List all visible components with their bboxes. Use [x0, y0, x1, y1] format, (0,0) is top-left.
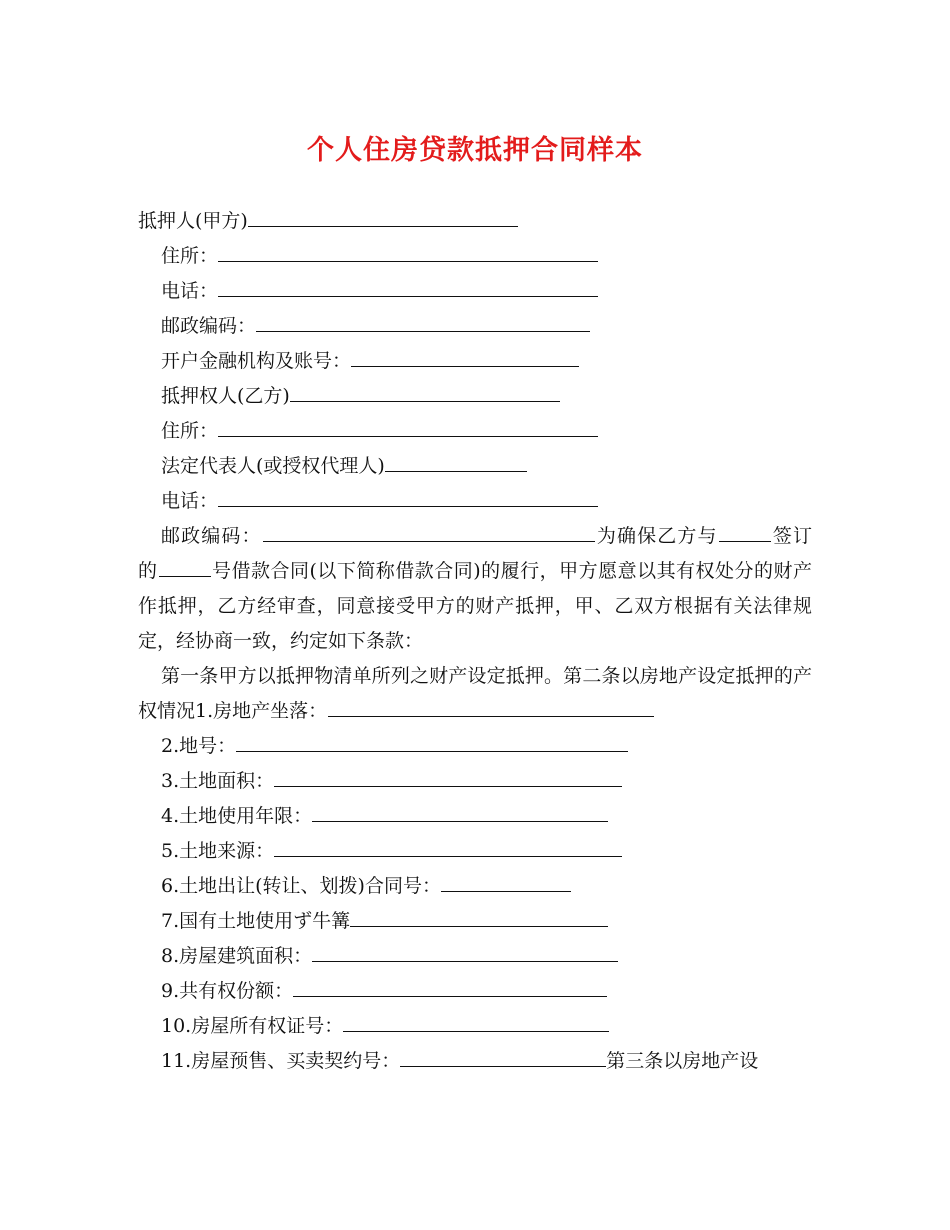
party-a-bank-line	[138, 344, 812, 379]
party-a-phone-label: 电话：	[161, 280, 219, 302]
item-label: 8.房屋建筑面积：	[161, 945, 313, 967]
item-label: 9.共有权份额：	[161, 980, 294, 1002]
item-line	[138, 799, 812, 834]
intro-part1: 为确保乙方与	[595, 525, 718, 547]
party-b-phone-label: 电话：	[161, 490, 219, 512]
item-line	[138, 974, 812, 1009]
item-label: 4.土地使用年限：	[161, 805, 313, 827]
item-blank[interactable]	[312, 799, 608, 822]
intro-paragraph	[138, 519, 812, 659]
party-b-line	[138, 379, 812, 414]
item-blank[interactable]	[293, 974, 607, 997]
item-blank[interactable]	[441, 869, 571, 892]
party-a-address-line	[138, 239, 812, 274]
party-a-blank[interactable]	[248, 204, 518, 227]
item-label: 10.房屋所有权证号：	[161, 1015, 344, 1037]
party-a-postcode-blank[interactable]	[256, 309, 590, 332]
party-b-rep-blank[interactable]	[385, 449, 527, 472]
document-title: 个人住房贷款抵押合同样本	[307, 135, 643, 166]
party-a-bank-label: 开户金融机构及账号：	[161, 350, 352, 372]
intro-part2: 签订的	[138, 525, 812, 582]
intro-party-blank[interactable]	[719, 521, 771, 542]
party-a-address-blank[interactable]	[218, 239, 598, 262]
article-3-start: 第三条以房地产设	[606, 1050, 759, 1072]
item-line	[138, 1009, 812, 1044]
item-label: 6.土地出让(转让、划拨)合同号：	[161, 875, 441, 897]
party-a-postcode-line	[138, 309, 812, 344]
item-line	[138, 834, 812, 869]
item-line	[138, 764, 812, 799]
item-label: 2.地号：	[161, 735, 237, 757]
party-b-postcode-blank[interactable]	[263, 521, 595, 542]
item-line	[138, 904, 812, 939]
article-1-2-paragraph	[138, 659, 812, 729]
item-blank[interactable]	[236, 729, 628, 752]
item-blank[interactable]	[274, 834, 622, 857]
item-11-line	[138, 1044, 812, 1079]
item-blank[interactable]	[312, 939, 618, 962]
party-b-address-blank[interactable]	[218, 414, 598, 437]
party-b-label: 抵押权人(乙方)	[161, 385, 290, 407]
item-11-blank[interactable]	[400, 1044, 606, 1067]
item-blank[interactable]	[350, 904, 608, 927]
party-b-postcode-label: 邮政编码：	[161, 525, 262, 547]
party-a-line	[138, 204, 812, 239]
item-11-label: 11.房屋预售、买卖契约号：	[161, 1050, 401, 1072]
party-b-phone-blank[interactable]	[218, 484, 598, 507]
party-a-phone-blank[interactable]	[218, 274, 598, 297]
item-blank[interactable]	[274, 764, 622, 787]
property-location-blank[interactable]	[328, 696, 654, 717]
party-b-address-line	[138, 414, 812, 449]
intro-contract-no-blank[interactable]	[159, 556, 211, 577]
party-b-address-label: 住所：	[161, 420, 219, 442]
item-line	[138, 939, 812, 974]
party-a-label: 抵押人(甲方)	[138, 210, 248, 232]
item-line	[138, 869, 812, 904]
party-a-address-label: 住所：	[161, 245, 219, 267]
party-a-phone-line	[138, 274, 812, 309]
article-1-2-text: 第一条甲方以抵押物清单所列之财产设定抵押。第二条以房地产设定抵押的产权情况1.房地产坐落：	[138, 665, 812, 722]
document-body	[138, 204, 812, 1079]
item-label: 5.土地来源：	[161, 840, 275, 862]
party-b-rep-line	[138, 449, 812, 484]
item-label: 7.国有土地使用ず牛篝	[161, 910, 351, 932]
party-b-blank[interactable]	[290, 379, 560, 402]
party-b-phone-line	[138, 484, 812, 519]
item-label: 3.土地面积：	[161, 770, 275, 792]
intro-part3: 号借款合同(以下简称借款合同)的履行，甲方愿意以其有权处分的财产作抵押，乙方经审查，同意接受甲方的财产抵押，甲、乙双方根据有关法律规定，经协商一致，约定如下条款：	[138, 560, 812, 652]
party-a-bank-blank[interactable]	[351, 344, 579, 367]
party-a-postcode-label: 邮政编码：	[161, 315, 257, 337]
item-line	[138, 729, 812, 764]
party-b-rep-label: 法定代表人(或授权代理人)	[161, 455, 385, 477]
item-blank[interactable]	[343, 1009, 609, 1032]
